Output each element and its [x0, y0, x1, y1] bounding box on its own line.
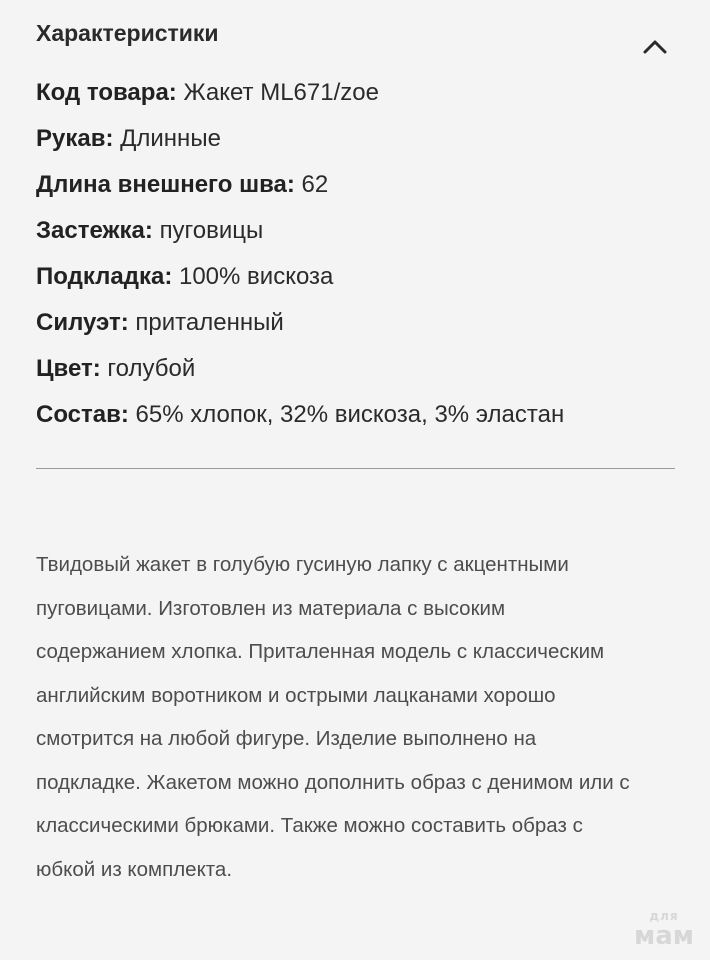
spec-key: Застежка: — [36, 217, 160, 244]
spec-key: Код товара: — [36, 79, 184, 106]
description-line: подкладке. Жакетом можно дополнить образ с денимом или с — [36, 770, 630, 794]
spec-key: Рукав: — [36, 125, 121, 152]
description-line: Твидовый жакет в голубую гусиную лапку с акцентными — [36, 553, 569, 576]
spec-value: 65% хлопок, 32% вискоза, 3% эластан — [135, 401, 565, 428]
section-title: Характеристики — [36, 20, 219, 46]
spec-key: Подкладка: — [36, 263, 179, 290]
watermark-bottom-text: мам — [633, 921, 695, 951]
spec-row-sleeve — [36, 122, 676, 168]
spec-row-composition — [36, 398, 676, 444]
site-watermark-logo — [628, 910, 700, 954]
watermark-top-text: для — [649, 909, 679, 923]
spec-key: Длина внешнего шва: — [36, 171, 302, 198]
spec-value: голубой — [107, 355, 196, 382]
spec-value: пуговицы — [159, 217, 264, 244]
spec-value: 100% вискоза — [178, 263, 334, 290]
spec-value: Длинные — [120, 125, 221, 152]
section-header[interactable] — [36, 18, 676, 58]
spec-row-color — [36, 352, 676, 398]
spec-row-silhouette — [36, 306, 676, 352]
section-divider — [36, 468, 675, 469]
description-line: классическими брюками. Также можно составить образ с — [36, 814, 583, 837]
spec-value: 62 — [301, 171, 329, 198]
spec-value: приталенный — [135, 309, 284, 336]
spec-key: Состав: — [36, 401, 136, 428]
spec-row-outer-seam — [36, 168, 676, 214]
description-line: пуговицами. Изготовлен из материала с высоким — [36, 596, 506, 620]
spec-key: Цвет: — [36, 355, 108, 382]
spec-value: Жакет ML671/zoe — [183, 79, 379, 106]
product-description — [36, 545, 676, 893]
chevron-up-icon[interactable] — [640, 36, 670, 58]
spec-row-code — [36, 76, 676, 122]
specs-list — [36, 76, 676, 444]
spec-key: Силуэт: — [36, 309, 136, 336]
description-line: содержанием хлопка. Приталенная модель с классическим — [36, 640, 605, 663]
description-line: смотрится на любой фигуре. Изделие выполнено на — [36, 727, 537, 750]
spec-row-lining — [36, 260, 676, 306]
description-line: английским воротником и острыми лацканами хорошо — [36, 683, 556, 707]
spec-row-fastener — [36, 214, 676, 260]
description-line: юбкой из комплекта. — [36, 857, 233, 881]
